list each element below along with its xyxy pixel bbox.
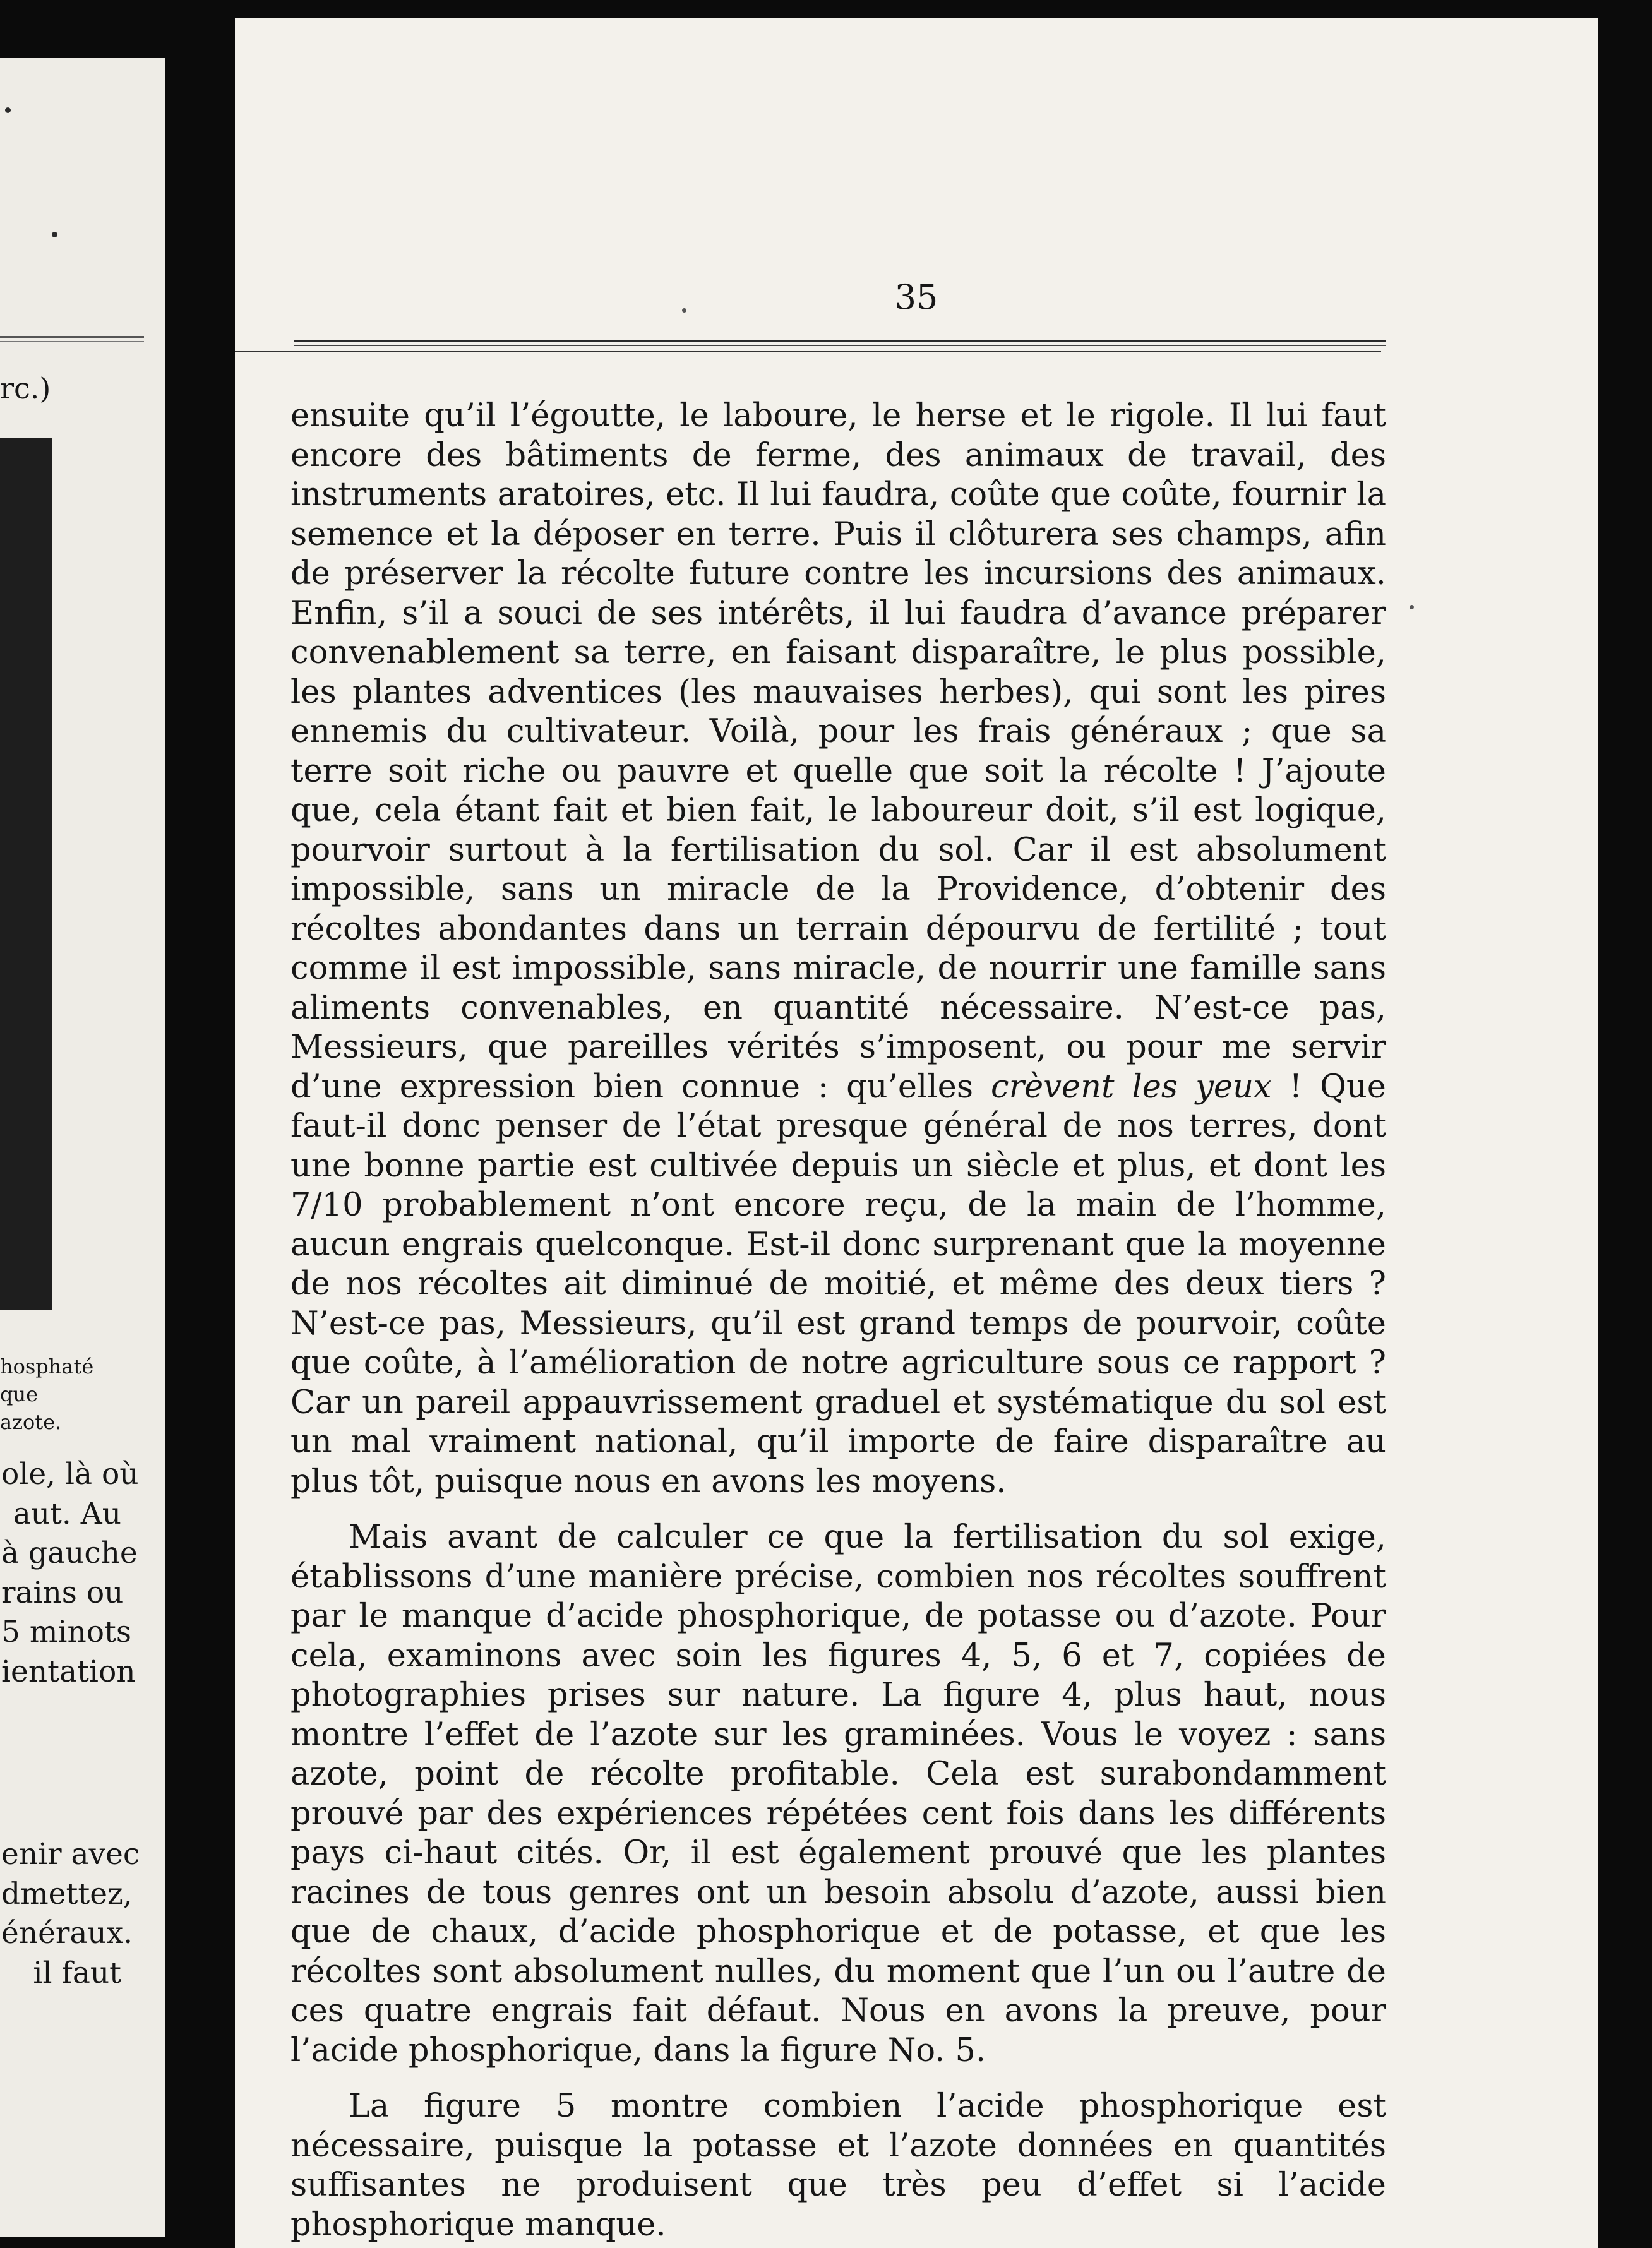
left-text-line: énéraux. [1,1916,133,1951]
header-rule [294,345,1386,346]
paragraph-text: ensuite qu’il l’égoutte, le laboure, le herse et le rigole. Il lui faut encore des bâtiments de ferme, des animaux de travail, des instruments aratoires, etc. Il lui faudra, coûte que coûte, fournir la semence et la déposer en terre. Puis il clôturera ses champs, afin de préserver la récolte future contre les incursions des animaux. Enfin, s’il a souci de ses intérêts, il lui faudra d’avance préparer convenablement sa terre, en faisant disparaître, le plus possible, les plantes adventices (les mauvaises herbes), qui sont les pires ennemis du cultivateur. Voilà, pour les frais généraux ; que sa terre soit riche ou pauvre et quelle que soit la récolte ! J’ajoute que, cela étant fait et bien fait, le laboureur doit, s’il est logique, pourvoir surtout à la fertilisation du sol. Car il est absolument impossible, sans un miracle de la Providence, d’obtenir des récoltes abondantes dans un terrain dépourvu de fertilité ; tout comme il est impossible, sans miracle, de nourrir une famille sans aliments convenables, en quantité nécessaire. N’est-ce pas, Messieurs, que pareilles vérités s’imposent, ou pour me servir d’une expression bien connue : qu’elles [290,397,1386,1106]
left-text-line: 5 minots [1,1615,132,1649]
left-photo-caption [0,1353,152,1436]
header-rule [235,351,1381,352]
left-text-line: dmettez, [1,1876,133,1911]
paragraph: La figure 5 montre combien l’acide phosphorique est nécessaire, puisque la potasse et l’azote données en quantités suffisantes ne produisent que très peu d’effet si l’acide phosphorique manque. [290,2088,1386,2244]
left-text-line: ientation [1,1654,136,1689]
left-text-fragment-2 [1,1835,140,1993]
caption-line: azote. [0,1410,62,1434]
speck [5,107,11,113]
paragraph: Mais avant de calculer ce que la fertilisation du sol exige, établissons d’une manière précise, combien nos récoltes souffrent par le manque d’acide phosphorique, de potasse ou d’azote. Pour cela, examinons avec soin les figures 4, 5, 6 et 7, copiées de photographies prises sur nature. La figure 4, plus haut, nous montre l’effet de l’azote sur les graminées. Vous le voyez : sans azote, point de récolte profitable. Cela est surabondamment prouvé par des expériences répétées cent fois dans les différents pays ci-haut cités. Or, il est également prouvé que les plantes racines de tous genres ont un besoin absolu d’azote, aussi bien que de chaux, d’acide phosphorique et de potasse, et que les récoltes sont absolument nulles, du moment que l’un ou l’autre de ces quatre engrais fait défaut. Nous en avons la preuve, pour l’acide phosphorique, dans la figure No. 5. [290,1519,1386,2069]
left-text-line: à gauche [1,1536,138,1570]
caption-line: hosphaté [0,1354,94,1378]
italic-phrase: crèvent les yeux [991,1068,1272,1106]
left-text-line: ole, là où [1,1457,139,1492]
main-page [235,18,1598,2248]
left-facing-page [0,58,165,2237]
page-edge-shadow [1598,18,1652,2248]
left-fragment-etc: rc.) [0,371,51,405]
header-rule [294,340,1386,342]
left-header-rule [0,341,144,342]
book-gutter [165,0,235,2248]
paragraph [290,397,1386,1502]
caption-line: que [0,1382,39,1406]
speck [52,232,57,237]
left-text-line: enir avec [1,1837,140,1872]
left-photo-fragment [0,438,52,1310]
left-text-line: il faut [33,1955,121,1990]
page-number: 35 [894,277,938,317]
left-text-fragment [1,1455,139,1692]
left-text-line: rains ou [1,1575,124,1610]
left-text-line: aut. Au [13,1496,121,1531]
speck [1410,605,1414,609]
body-text [290,397,1386,2245]
left-header-rule [0,336,144,338]
speck [682,308,686,313]
paragraph-text: ! Que faut-il donc penser de l’état presque général de nos terres, dont une bonne partie est cultivée depuis un siècle et plus, et dont les 7/10 probablement n’ont encore reçu, de la main de l’homme, aucun engrais quelconque. Est-il donc surprenant que la moyenne de nos récoltes ait diminué de moitié, et même des deux tiers ? N’est-ce pas, Messieurs, qu’il est grand temps de pourvoir, coûte que coûte, à l’amélioration de notre agriculture sous ce rapport ? Car un pareil appauvrissement graduel et systématique du sol est un mal vraiment national, qu’il importe de faire disparaître au plus tôt, puisque nous en avons les moyens. [290,1068,1386,1500]
